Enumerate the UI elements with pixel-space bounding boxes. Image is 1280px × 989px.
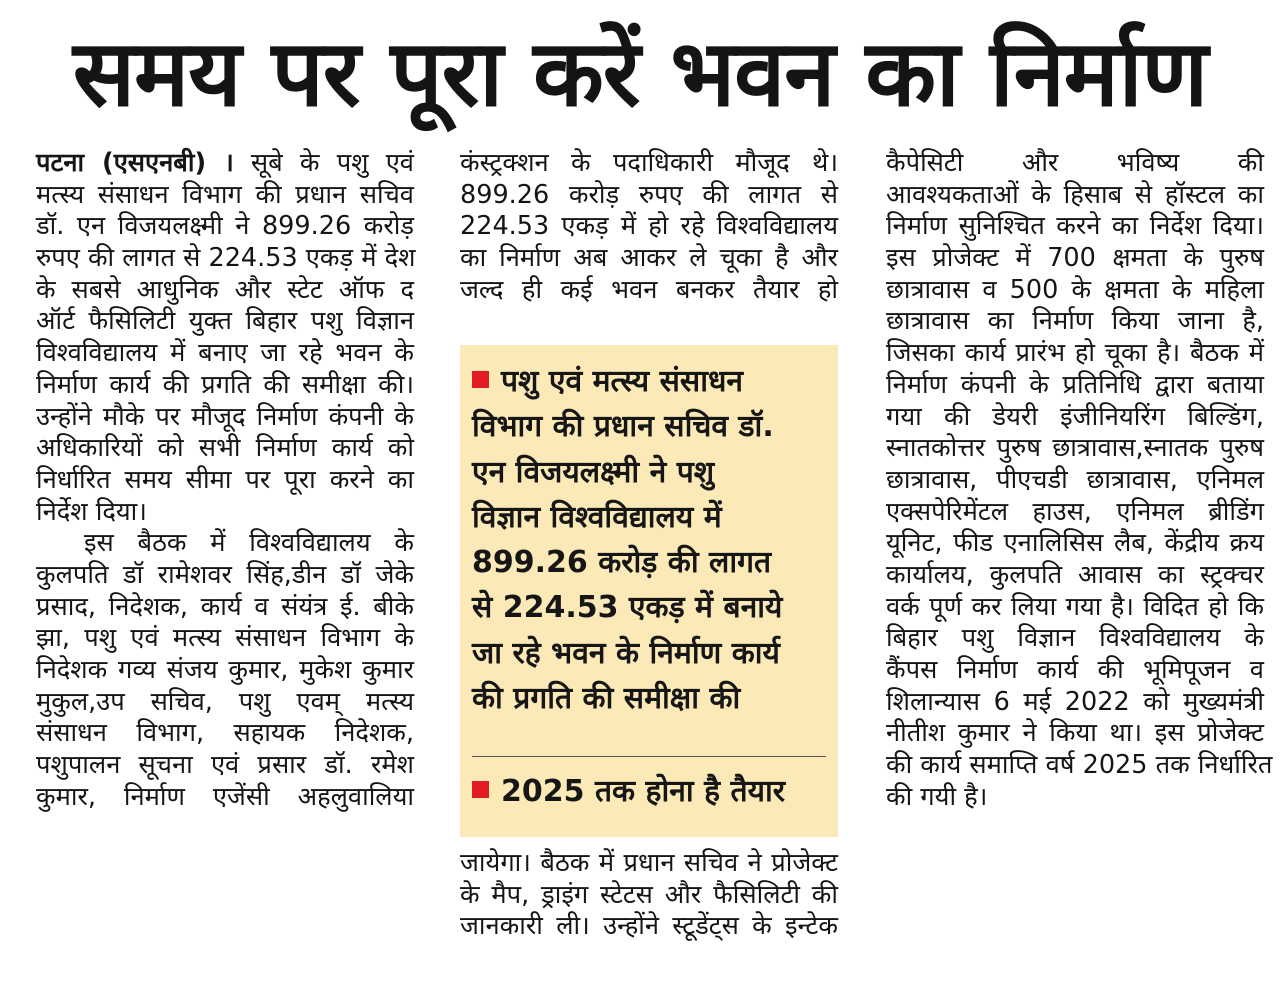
article-line: छात्रावास, पीएचडी छात्रावास, एनिमल bbox=[886, 464, 1264, 495]
article-line: ऑर्ट फैसिलिटी युक्त बिहार पशु विज्ञान bbox=[36, 306, 414, 337]
article-line: निर्धारित समय सीमा पर पूरा करने का bbox=[36, 464, 414, 495]
article-line bbox=[36, 148, 414, 180]
article-line: जिसका कार्य प्रारंभ हो चूका है। बैठक में bbox=[886, 338, 1264, 369]
article-line: की गयी है। bbox=[886, 781, 988, 812]
article-line: के सबसे आधुनिक और स्टेट ऑफ द bbox=[36, 274, 414, 305]
article-line: मुकुल,उप सचिव, पशु एवम् मत्स्य bbox=[36, 686, 414, 717]
highlight-line: जा रहे भवन के निर्माण कार्य bbox=[472, 635, 780, 671]
highlight-item bbox=[472, 359, 826, 721]
article-column-1 bbox=[36, 148, 414, 813]
highlight-line bbox=[472, 359, 826, 404]
article-line: डॉ. एन विजयलक्ष्मी ने 899.26 करोड़ bbox=[36, 211, 414, 242]
article-line: जानकारी ली। उन्होंने स्टूडेंट्स के इन्टेक bbox=[460, 911, 838, 942]
article-line: एक्सपेरिमेंटल हाउस, एनिमल ब्रीडिंग bbox=[886, 496, 1264, 527]
highlight-line: एन विजयलक्ष्मी ने पशु bbox=[472, 454, 715, 490]
article-line: कैपेसिटी और भविष्य की bbox=[886, 148, 1264, 178]
article-line: 224.53 एकड़ में हो रहे विश्वविद्यालय bbox=[460, 211, 838, 242]
article-line: आवश्यकताओं के हिसाब से हॉस्टल का bbox=[886, 179, 1264, 210]
article-line: की कार्य समाप्ति वर्ष 2025 तक निर्धारित bbox=[886, 750, 1273, 781]
highlight-line bbox=[472, 769, 826, 814]
headline: समय पर पूरा करें भवन का निर्माण bbox=[72, 20, 1208, 127]
dateline: पटना (एसएनबी) । bbox=[36, 148, 234, 178]
article-line: छात्रावास व 500 के क्षमता के महिला bbox=[886, 274, 1264, 305]
article-line: कुलपति डॉ रामेशवर सिंह,डीन डॉ जेके bbox=[36, 559, 414, 590]
article-line: रुपए की लागत से 224.53 एकड़ में देश bbox=[36, 243, 416, 274]
article-line: निर्माण सुनिश्चित करने का निर्देश दिया। bbox=[886, 211, 1264, 242]
article-line: पशुपालन सूचना एवं प्रसार डॉ. रमेश bbox=[36, 750, 414, 781]
article-line: जल्द ही कई भवन बनकर तैयार हो bbox=[460, 274, 838, 305]
article-line: कुमार, निर्माण एजेंसी अहलुवालिया bbox=[36, 781, 414, 812]
highlight-line: से 224.53 एकड़ में बनाये bbox=[472, 590, 783, 626]
article-line: के मैप, ड्राइंग स्टेटस और फैसिलिटी की bbox=[460, 879, 838, 910]
article-line: उन्होंने मौके पर मौजूद निर्माण कंपनी के bbox=[36, 401, 414, 432]
highlight-line: 899.26 करोड़ की लागत bbox=[472, 545, 772, 581]
article-column-3 bbox=[886, 148, 1273, 813]
article-column-2 bbox=[460, 148, 838, 306]
article-line: निर्माण कार्य की प्रगति की समीक्षा की। bbox=[36, 369, 414, 400]
article-line: संसाधन विभाग, सहायक निदेशक, bbox=[36, 718, 414, 749]
article-line: कार्यालय, कुलपति आवास का स्ट्रक्चर bbox=[886, 559, 1264, 590]
highlight-divider bbox=[472, 756, 826, 757]
highlight-text: 2025 तक होना है तैयार bbox=[501, 774, 786, 809]
article-text: सूबे के पशु एवं bbox=[233, 148, 414, 178]
article-line: निदेशक गव्य संजय कुमार, मुकेश कुमार bbox=[36, 655, 414, 685]
article-line: 899.26 करोड़ रुपए की लागत से bbox=[460, 179, 838, 210]
highlight-line: विज्ञान विश्वविद्यालय में bbox=[472, 499, 722, 535]
highlight-line: की प्रगति की समीक्षा की bbox=[472, 681, 741, 717]
article-line: झा, पशु एवं मत्स्य संसाधन विभाग के bbox=[36, 623, 414, 654]
article-line: यूनिट, फीड एनालिसिस लैब, केंद्रीय क्रय bbox=[886, 528, 1264, 559]
article-line: निर्माण कंपनी के प्रतिनिधि द्वारा बताया bbox=[886, 369, 1264, 400]
article-line: विश्वविद्यालय में बनाए जा रहे भवन के bbox=[36, 338, 414, 369]
article-line: स्नातकोत्तर पुरुष छात्रावास,स्नातक पुरुष bbox=[886, 433, 1264, 464]
article-line: कैंपस निर्माण कार्य की भूमिपूजन व bbox=[886, 655, 1264, 685]
red-square-bullet-icon bbox=[472, 781, 489, 798]
article-line: शिलान्यास 6 मई 2022 को मुख्यमंत्री bbox=[886, 686, 1264, 717]
article-line: निर्देश दिया। bbox=[36, 496, 147, 527]
article-line: का निर्माण अब आकर ले चूका है और bbox=[460, 243, 838, 274]
article-line: इस बैठक में विश्वविद्यालय के bbox=[84, 528, 414, 559]
article-line: वर्क पूर्ण कर लिया गया है। विदित हो कि bbox=[886, 591, 1264, 622]
article-line: गया की डेयरी इंजीनियरिंग बिल्डिंग, bbox=[886, 401, 1264, 432]
highlight-text: पशु एवं मत्स्य संसाधन bbox=[501, 364, 744, 399]
article-line: इस प्रोजेक्ट में 700 क्षमता के पुरुष bbox=[886, 243, 1264, 274]
article-line: नीतीश कुमार ने किया था। इस प्रोजेक्ट bbox=[886, 718, 1264, 749]
red-square-bullet-icon bbox=[472, 371, 489, 388]
article-line: जायेगा। बैठक में प्रधान सचिव ने प्रोजेक्ट bbox=[460, 848, 838, 878]
article-line: कंस्ट्रक्शन के पदाधिकारी मौजूद थे। bbox=[460, 148, 838, 178]
article-line: बिहार पशु विज्ञान विश्वविद्यालय के bbox=[886, 623, 1264, 654]
highlight-item bbox=[472, 769, 826, 814]
article-line: अधिकारियों को सभी निर्माण कार्य को bbox=[36, 433, 414, 464]
highlight-line: विभाग की प्रधान सचिव डॉ. bbox=[472, 409, 774, 445]
article-line: प्रसाद, निदेशक, कार्य व संयंत्र ई. बीके bbox=[36, 591, 414, 622]
article-line: छात्रावास का निर्माण किया जाना है, bbox=[886, 306, 1264, 337]
article-line: मत्स्य संसाधन विभाग की प्रधान सचिव bbox=[36, 179, 414, 210]
article-column-2-continued bbox=[460, 848, 838, 943]
highlight-box bbox=[460, 345, 838, 837]
